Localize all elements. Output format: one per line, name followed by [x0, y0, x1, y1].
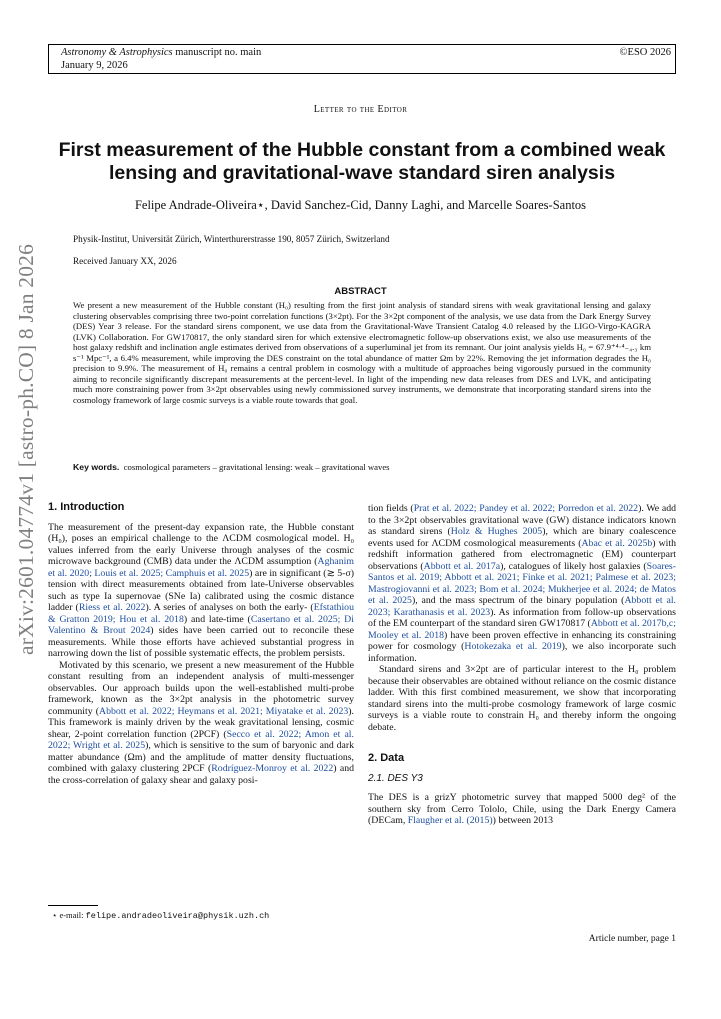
text: The measurement of the present-day expansion rate, the Hubble constant (H₀), poses an empirical challenge to the ΛCDM cosmological model. H₀ values inferred from the early Universe through analyses of the cosmic microwave background (CMB) data under the ΛCDM assumption ( — [48, 521, 354, 567]
received-date: Received January XX, 2026 — [73, 256, 177, 266]
text: ). A series of analyses on both the early- ( — [145, 602, 314, 613]
keywords-list: cosmological parameters – gravitational lensing: weak – gravitational waves — [123, 462, 390, 472]
text: ) with redshift information gathered from electromagnetic (EM) counterpart observations ( — [368, 537, 676, 572]
text: ) and late-time ( — [183, 613, 251, 625]
text: tion fields ( — [368, 503, 414, 514]
citation-link[interactable]: Abbott et al. 2022; Heymans et al. 2021; Miyatake et al. 2023 — [99, 705, 349, 717]
citation-link[interactable]: Aghanim et al. 2020; Louis et al. 2025; Camphuis et al. 2025 — [48, 556, 354, 579]
right-column — [368, 503, 676, 827]
arxiv-identifier: arXiv:2601.04774v1 [astro-ph.CO] 8 Jan 2026 — [14, 243, 38, 655]
text: ). We add to the 3×2pt observables gravitational wave (GW) distance indicators known as standard sirens ( — [368, 503, 676, 537]
subsection-heading-des-y3: 2.1. DES Y3 — [368, 772, 423, 784]
text: ) have been proven effective in enhancing its constraining power for cosmology ( — [368, 629, 676, 652]
section-heading-data: 2. Data — [368, 752, 405, 764]
left-column — [48, 502, 354, 786]
footnote-label: e-mail: — [57, 910, 86, 920]
text: ) between 2013 — [492, 815, 554, 826]
keywords-label: Key words. — [73, 462, 120, 472]
authors: Felipe Andrade-Oliveira⋆, David Sanchez-Cid, Danny Laghi, and Marcelle Soares-Santos — [134, 198, 587, 212]
paragraph — [48, 660, 354, 787]
paragraph — [368, 503, 676, 664]
text: ) are in significant (≳ 5-σ) tension with direct measurements obtained from late-Universe observables such as type Ia supernovae (SNe Ia) calibrated using the cosmic distance ladder ( — [48, 567, 354, 613]
citation-link[interactable]: Abbott et al. 2023; Karathanasis et al. 2023 — [368, 595, 677, 618]
email-link[interactable]: felipe.andradeoliveira@physik.uzh.ch — [85, 911, 270, 921]
text: ). This framework is mainly driven by the weak gravitational lensing, cosmic shear, 2-point correlation function (2PCF) ( — [48, 705, 354, 740]
citation-link[interactable]: Secco et al. 2022; Amon et al. 2022; Wright et al. 2025 — [48, 728, 354, 751]
page-footer: Article number, page 1 — [588, 934, 676, 944]
citation-link[interactable]: Hotokezaka et al. 2019 — [464, 641, 562, 652]
paragraph — [368, 792, 676, 827]
spacer — [368, 733, 676, 753]
citation-link[interactable]: Efstathiou & Gratton 2019; Hou et al. 2018 — [48, 602, 354, 625]
citation-link[interactable]: Prat et al. 2022; Pandey et al. 2022; Porredon et al. 2022 — [413, 503, 639, 514]
letter-label: Letter to the Editor — [313, 104, 408, 115]
text: Motivated by this scenario, we present a new measurement of the Hubble constant resulting from an independent analysis of multi-messenger observables. Our approach builds upon the well-established multi-probe framework, known as the 3×2pt analysis in the photometric survey community ( — [48, 659, 354, 717]
text: ) sides have been carried out to reconcile these measurements. While those efforts have achieved substantial progress in narrowing down the list of possible systematic effects, the problem persists. — [48, 625, 354, 659]
text: ) and the cross-correlation of galaxy shear and galaxy posi- — [48, 763, 355, 786]
manuscript-date: January 9, 2026 — [61, 60, 128, 71]
text: The DES is a grizY photometric survey that mapped 5000 deg² of the southern sky from Cerro Tololo, Chile, using the Dark Energy Camera (DECam, — [368, 792, 676, 826]
citation-link[interactable]: Abbott et al. 2017a — [423, 560, 501, 572]
abstract-text: We present a new measurement of the Hubble constant (H₀) resulting from the first joint analysis of standard sirens with weak gravitational lensing and galaxy clustering observables comprising three two-point correlation functions (3×2pt). For the 3×2pt component of the analysis, we use data from the Dark Energy Survey (DES) Year 3 release. For the standard sirens component, we use data from the Gravitational-Wave Transient Catalog 4.0 released by the LIGO-Virgo-KAGRA (LVK) Collaboration. For GW170817, the only standard siren for which extensive electromagnetic follow-up observations exist, we also use measurements of the host galaxy redshift and inclination angle estimates derived from observations of a superluminal jet from its remnant. Our joint analysis yields H₀ = 67.9⁺⁴·⁴₋₄.₃ km s⁻¹ Mpc⁻¹, a 6.4% measurement, while improving the DES constraint on the total abundance of matter Ωm by 22%. Removing the jet information degrades the H₀ precision to 9.9%. The measurement of H₀ remains a central problem in cosmology with a multitude of approaches being vigorously pursued in the community aiming to reconcile significantly discrepant measurements at the percent-level. In light of the impending new data releases from DES and LVK, and anticipating much more constraining power from 3×2pt observables using newly commissioned survey instruments, we demonstrate that incorporating standard sirens into the cosmology framework of large cosmic surveys is a viable route towards that goal. — [73, 300, 651, 405]
abstract-heading: ABSTRACT — [334, 286, 387, 297]
footnote — [52, 910, 269, 921]
citation-link[interactable]: Riess et al. 2022 — [78, 602, 146, 613]
text: ). As information from follow-up observations of the EM counterpart of the standard siren GW170817 ( — [368, 606, 676, 629]
text: ), catalogues of likely host galaxies ( — [500, 560, 647, 572]
citation-link[interactable]: Rodríguez-Monroy et al. 2022 — [211, 763, 334, 774]
footnote-rule — [48, 905, 98, 906]
manuscript-header — [48, 44, 676, 74]
citation-link[interactable]: Casertano et al. 2025; Di Valentino & Brout 2024 — [48, 613, 354, 636]
citation-link[interactable]: Abac et al. 2025b — [581, 537, 653, 549]
manuscript-label: manuscript no. main — [172, 47, 262, 58]
citation-link[interactable]: Abbott et al. 2017b,c; Mooley et al. 2018 — [368, 618, 676, 641]
journal-line — [61, 47, 261, 58]
paragraph — [48, 522, 354, 660]
section-heading-introduction: 1. Introduction — [48, 501, 125, 513]
text: ), which is sensitive to the sum of baryonic and dark matter abundance (Ωm) and the amplitude of matter density fluctuations, combined with galaxy clustering 2PCF ( — [48, 740, 354, 774]
paragraph: Standard sirens and 3×2pt are of particular interest to the H₀ problem because their observables are obtained without reliance on the cosmic distance ladder. With this first combined measurement, we show that incorporating standard sirens into the multi-probe cosmology framework of large cosmic surveys is a viable route to constrain H₀ and thereby inform the ongoing debate. — [368, 664, 676, 733]
citation-link[interactable]: Flaugher et al. (2015) — [407, 815, 493, 826]
text: ), which are binary coalescence events used for ΛCDM cosmological measurements ( — [368, 526, 676, 549]
text: ), and the mass spectrum of the binary population ( — [411, 595, 625, 606]
copyright: ©ESO 2026 — [619, 47, 671, 58]
journal-name: Astronomy & Astrophysics — [61, 47, 173, 58]
citation-link[interactable]: Holz & Hughes 2005 — [450, 526, 543, 537]
text: ), we also incorporate such information. — [368, 641, 676, 664]
affiliation: Physik-Institut, Universität Zürich, Winterthurerstrasse 190, 8057 Zürich, Switzerland — [73, 234, 390, 244]
keywords — [73, 462, 651, 472]
citation-link[interactable]: Soares-Santos et al. 2019; Abbott et al. 2021; Finke et al. 2021; Palmese et al. 2023; Mastrogiovanni et al. 2023; Bom et al. 2024; Mukherjee et al. 2024; de Matos et al. 2025 — [368, 560, 677, 606]
paper-title: First measurement of the Hubble constant from a combined weak lensing and gravitational-wave standard siren analysis — [58, 139, 666, 184]
footnote-marker: ⋆ — [52, 910, 58, 920]
